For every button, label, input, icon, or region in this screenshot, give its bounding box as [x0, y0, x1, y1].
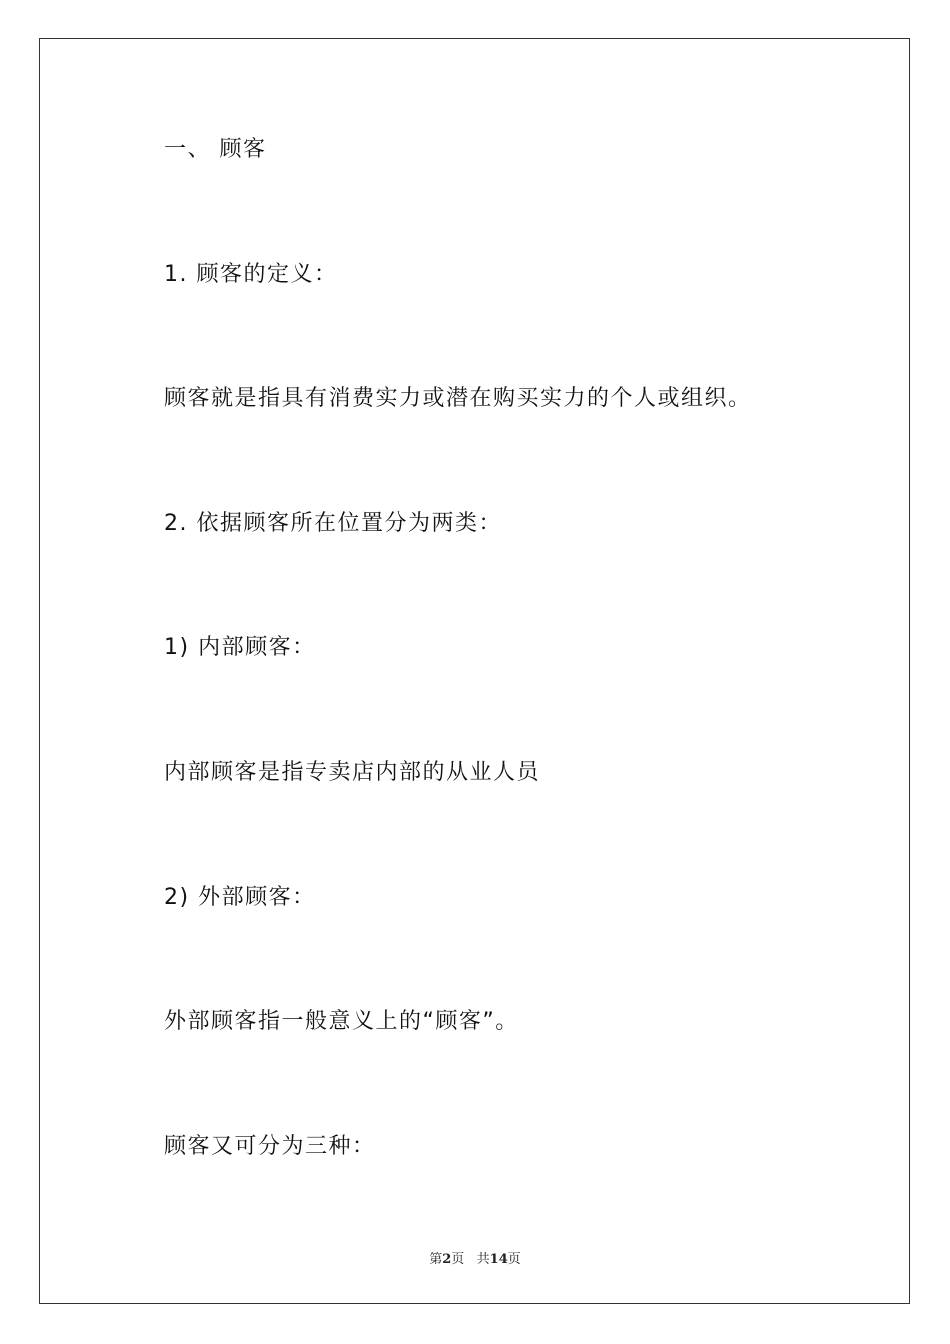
- current-page-number: 2: [442, 1252, 452, 1267]
- page-footer: [0, 1248, 950, 1267]
- total-pages-number: 14: [489, 1252, 508, 1267]
- paragraph-external-customer: 外部顾客指一般意义上的“顾客”。: [164, 1009, 519, 1034]
- subheading-internal-customer: 1) 内部顾客：: [164, 635, 316, 660]
- footer-page-suffix: 页 共: [451, 1252, 490, 1267]
- section-heading: 一、 顾客: [164, 137, 267, 162]
- footer-total-suffix: 页: [507, 1252, 521, 1267]
- paragraph-internal-customer: 内部顾客是指专卖店内部的从业人员: [164, 760, 541, 785]
- subheading-definition: 1. 顾客的定义：: [164, 262, 338, 287]
- page-frame: [39, 38, 910, 1304]
- paragraph-three-types: 顾客又可分为三种：: [164, 1134, 376, 1159]
- footer-prefix: 第: [429, 1252, 443, 1267]
- paragraph-definition: 顾客就是指具有消费实力或潜在购买实力的个人或组织。: [164, 386, 752, 411]
- subheading-external-customer: 2) 外部顾客：: [164, 885, 316, 910]
- subheading-classification: 2. 依据顾客所在位置分为两类：: [164, 511, 502, 536]
